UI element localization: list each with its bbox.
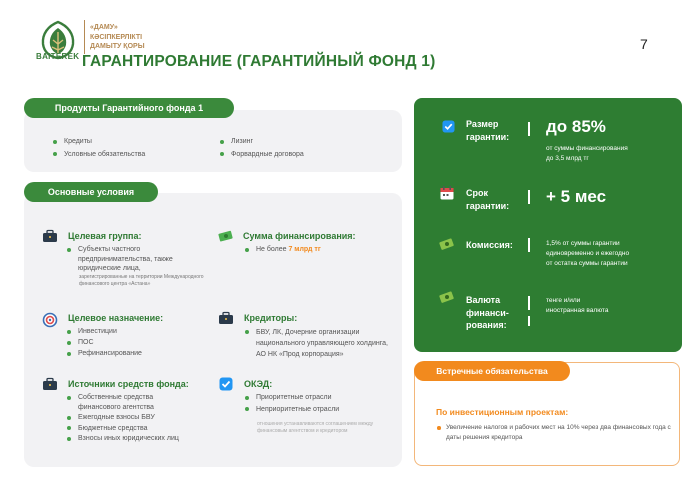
okved-title: ОКЭД: [244, 379, 273, 389]
guarantee-commission-label-line: Комиссия: [466, 240, 513, 250]
guarantee-currency-sub [546, 296, 608, 316]
target-purpose-list [66, 327, 142, 359]
target-group-list [66, 245, 206, 274]
logo-name: BAITEREK [36, 52, 80, 61]
target-purpose-title: Целевое назначение: [68, 313, 164, 323]
list-item: БВУ, ЛК, Дочерние организации национального управляющего холдинга, АО НК «Прод корпорация» [244, 327, 394, 360]
list-item: Инвестиции [66, 327, 142, 337]
target-icon [42, 312, 58, 328]
guarantee-currency-label-line: финанси- [466, 307, 509, 318]
guarantee-term-label-line: гарантии: [466, 200, 510, 211]
separator [528, 238, 530, 252]
fund-sources-title: Источники средств фонда: [68, 379, 189, 389]
list-item: Взносы иных юридических лиц [66, 434, 196, 444]
money-icon [218, 229, 234, 243]
guarantee-size-value: до 85% [546, 117, 606, 136]
counter-obligations-list [436, 423, 676, 443]
separator [528, 316, 530, 326]
guarantee-term-label [466, 187, 509, 212]
guarantee-currency-label-line: рования: [466, 320, 507, 330]
okved-list [244, 393, 339, 414]
checkbox-icon [442, 120, 455, 133]
list-item: Кредиты [52, 137, 145, 147]
money-icon [439, 289, 455, 305]
guarantee-currency-sub-line: тенге и/или [546, 297, 581, 304]
list-item: Приоритетные отрасли [244, 393, 339, 403]
products-list-right [219, 137, 304, 159]
fund-sources-list [66, 393, 196, 444]
list-item: Условные обязательства [52, 150, 145, 160]
products-pill: Продукты Гарантийного фонда 1 [24, 98, 234, 118]
damu-fund-label [90, 23, 145, 52]
list-item [244, 245, 321, 255]
financing-sum-list [244, 245, 321, 255]
damu-line-3: ДАМЫТУ ҚОРЫ [90, 43, 145, 50]
guarantee-size-sub-line: до 3,5 млрд тг [546, 155, 589, 162]
checkbox-icon [219, 377, 233, 391]
separator [528, 296, 530, 310]
separator [528, 122, 530, 136]
guarantee-term-label-line: Срок [466, 188, 488, 198]
creditors-title: Кредиторы: [244, 313, 298, 323]
conditions-pill: Основные условия [24, 182, 158, 202]
header [0, 0, 696, 80]
list-item: Неприоритетные отрасли [244, 405, 339, 415]
financing-sum-value: 7 млрд тг [288, 246, 321, 253]
target-group-note: зарегистрированные на территории Международного финансового центра «Астана» [79, 274, 204, 287]
calendar-icon [439, 185, 455, 201]
target-group-title: Целевая группа: [68, 231, 142, 241]
okved-note: отношения устанавливаются соглашением между финансовым агентством и кредитором [257, 421, 374, 434]
list-item: Лизинг [219, 137, 304, 147]
guarantee-currency-sub-line: иностранная валюта [546, 307, 609, 314]
guarantee-currency-label [466, 294, 509, 332]
creditors-list [244, 327, 394, 360]
guarantee-commission-sub-line: 1,5% от суммы гарантии [546, 240, 620, 247]
logo-divider [84, 20, 85, 54]
list-item: Субъекты частного предпринимательства, также юридические лица, [66, 245, 206, 274]
list-item: Бюджетные средства [66, 424, 196, 434]
financing-sum-prefix: Не более [256, 246, 289, 253]
page-number: 7 [640, 36, 648, 52]
guarantee-currency-label-line: Валюта [466, 295, 501, 305]
guarantee-term-value: + 5 мес [546, 187, 607, 206]
list-item: Собственные средства финансового агентства [66, 393, 196, 412]
briefcase-icon [42, 229, 58, 243]
list-item: ПОС [66, 338, 142, 348]
guarantee-size-sub [546, 144, 628, 164]
page-title: ГАРАНТИРОВАНИЕ (ГАРАНТИЙНЫЙ ФОНД 1) [82, 53, 436, 70]
damu-line-1: «ДАМУ» [90, 24, 118, 31]
guarantee-commission-label [466, 239, 513, 252]
guarantee-commission-sub-line: единовременно и ежегодно [546, 250, 630, 257]
briefcase-icon [42, 377, 58, 391]
damu-line-2: КӘСІПКЕРЛІКТІ [90, 33, 143, 41]
separator [528, 190, 530, 204]
briefcase-icon [218, 311, 234, 325]
money-icon [439, 236, 455, 252]
list-item: Увеличение налогов и рабочих мест на 10% через два финансовых года с даты решения кредитора [436, 423, 676, 443]
guarantee-size-label-line: гарантии: [466, 131, 510, 142]
list-item: Ежегодные взносы БВУ [66, 413, 196, 423]
guarantee-commission-sub-line: от остатка суммы гарантии [546, 260, 628, 267]
list-item: Рефинансирование [66, 349, 142, 359]
list-item: Форвардные договора [219, 150, 304, 160]
guarantee-size-label [466, 118, 509, 143]
guarantee-size-sub-line: от суммы финансирования [546, 145, 628, 152]
financing-sum-title: Сумма финансирования: [243, 231, 356, 241]
guarantee-commission-sub [546, 239, 629, 269]
counter-obligations-pill: Встречные обязательства [414, 361, 570, 381]
products-list-left [52, 137, 145, 159]
counter-obligations-title: По инвестиционным проектам: [436, 407, 569, 417]
guarantee-size-label-line: Размер [466, 119, 499, 129]
